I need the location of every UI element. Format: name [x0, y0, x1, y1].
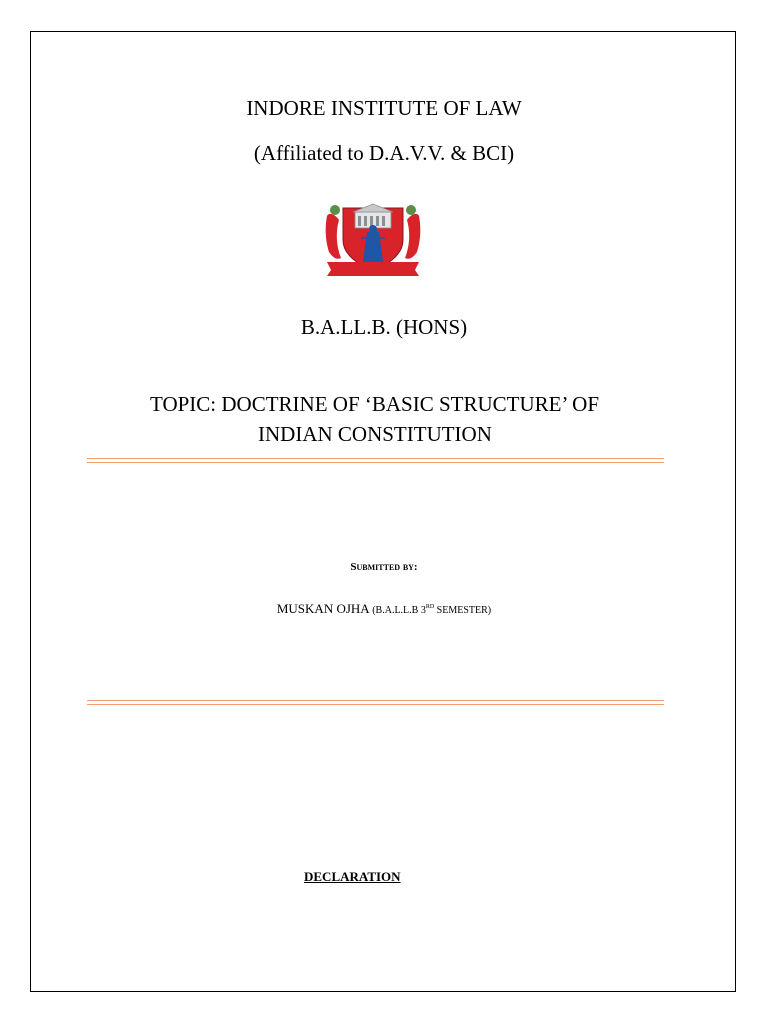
logo-right-supporter — [405, 214, 420, 259]
semester-superscript: RD — [425, 604, 435, 610]
topic-line-2: INDIAN CONSTITUTION — [258, 422, 492, 446]
student-detail-close: SEMESTER) — [434, 605, 492, 616]
divider-top — [87, 458, 664, 463]
logo-left-supporter-head — [330, 205, 340, 215]
student-detail-open: (B.A.L.L.B 3 — [372, 605, 426, 616]
institute-logo — [321, 196, 425, 278]
submitted-by-label: Submitted by: — [350, 561, 418, 573]
student-name: MUSKAN OJHA — [276, 601, 369, 616]
logo-left-supporter — [326, 214, 341, 259]
student-line — [0, 598, 768, 620]
logo-banner — [327, 262, 419, 276]
logo-right-supporter-head — [406, 205, 416, 215]
page-border — [30, 31, 736, 992]
affiliation: (Affiliated to D.A.V.V. & BCI) — [253, 141, 515, 165]
declaration-heading: DECLARATION — [304, 869, 401, 884]
divider-bottom — [87, 700, 664, 705]
course-title: B.A.LL.B. (HONS) — [300, 315, 468, 339]
topic-line-1: TOPIC: DOCTRINE OF ‘BASIC STRUCTURE’ OF — [150, 392, 600, 416]
institute-name: INDORE INSTITUTE OF LAW — [246, 96, 522, 120]
student-detail — [372, 605, 491, 616]
